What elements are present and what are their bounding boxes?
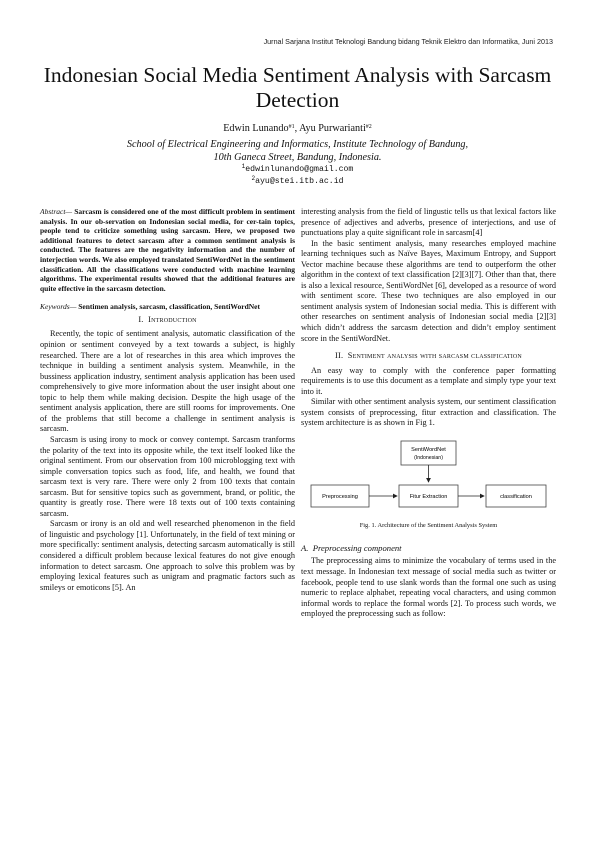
paragraph: Sarcasm is using irony to mock or convey contempt. Sarcasm tranforms the polarity of the text into its opposite while, the text itself looked like the original sentiment. From our observation from 100 microblogging text with simple conversation topics such as food, life, and health, we found that sarcasm text is very rare. There were only 2 from 100 texts that contain sarcasm. But for sensitive topics such as government, brand, or politic, the quantity is greatly rose. There were 18 texts out of 100 texts containing sarcasm. <box>40 434 295 518</box>
right-column <box>301 207 556 620</box>
email-address: ayu@stei.itb.ac.id <box>255 177 344 186</box>
architecture-diagram <box>301 437 556 519</box>
paragraph: The preprocessing aims to minimize the vocabulary of terms used in the text message. In Indonesian text message of social media such as twitter or facebook, people tend to use slank words than the formal one such as using numeric to replace alphabet, repeating vocal characters, and using common informal words to replace the formal words [2]. To process such words, we employed the preprocessing such as follow: <box>301 556 556 619</box>
keywords-label: Keywords— <box>40 302 77 312</box>
authors <box>40 122 555 135</box>
affiliation-line: School of Electrical Engineering and Informatics, Institute Technology of Bandung, <box>126 139 469 150</box>
subsection-heading <box>301 543 556 554</box>
diagram-label: Fitur Extraction <box>409 493 448 500</box>
email-marker: 2 <box>251 175 256 182</box>
abstract-text: Sarcasm is considered one of the most difficult problem in sentiment analysis. In our ob-servation on Indonesian social media, for cer-tain topics, people tend to criticize something using sarcasm. Here, we proposed two additional features to detect sarcasm after a common sentiment analysis is conducted. The features are the negativity information and the number of interjection words. We also employed translated SentiWordNet in the sentiment classification. All the classifications were conducted with machine learning algorithms. The experimental results showed that the additional features are quite effective in the sarcasm detection. <box>40 207 295 293</box>
paper-title: Indonesian Social Media Sentiment Analysis with Sarcasm Detection <box>43 63 552 112</box>
paragraph: In the basic sentiment analysis, many researches employed machine learning techniques such as Naïve Bayes, Maximum Entropy, and Support Vector machine because these algorithms are tend to outperform the other algorithm in the context of text classification [2][3][7]. Other than that, there is also a lexical resource, SentiWordNet [6], developed as a resource of word with sentiment score. These two techniques are also employed in our sentiment analysis system of Indonesian social media. This is different with other researches on sentiment analysis of Indonesian social media [2][3] which didn’t address the sarcasm detection and didn’t employ sentiment score in the SentiWordNet. <box>301 238 556 343</box>
author-marker: #2 <box>365 124 372 130</box>
diagram-label: SentiWordNet <box>411 446 446 453</box>
section-title: Introduction <box>148 314 197 324</box>
email-address: edwinlunando@gmail.com <box>245 165 354 174</box>
diagram-label: classification <box>500 493 532 500</box>
abstract <box>40 207 295 293</box>
author-separator: , <box>294 123 300 134</box>
diagram-label: Preprocessing <box>322 493 358 500</box>
author-name: Ayu Purwarianti <box>299 123 366 134</box>
sentiwordnet-box <box>401 441 456 465</box>
keywords <box>40 302 295 312</box>
running-head: Jurnal Sarjana Institut Teknologi Bandung bidang Teknik Elektro dan Informatika, Juni 2013 <box>263 37 553 46</box>
subsection-label: A. <box>301 542 309 553</box>
paragraph: Similar with other sentiment analysis system, our sentiment classification system consists of preprocessing, fitur extraction and classification. The system architecture is as shown in Fig 1. <box>301 397 556 428</box>
author-marker: #1 <box>288 124 295 130</box>
figure-caption: Fig. 1. Architecture of the Sentiment Analysis System <box>359 521 498 529</box>
section-heading <box>301 351 556 362</box>
email-marker: 1 <box>241 163 246 170</box>
emails <box>40 164 555 188</box>
section-number: II. <box>335 351 344 361</box>
abstract-label: Abstract— <box>40 207 73 216</box>
affiliation <box>40 138 555 164</box>
section-title: Sentiment analysis with sarcasm classification <box>347 351 522 361</box>
email-line <box>40 176 555 188</box>
paragraph: interesting analysis from the field of lingustic tells us that lexical factors like presence of adjectives and adverbs, presence of interjections, and use of punctuations play a quite significant role in sarcasm[4] <box>301 207 556 238</box>
diagram-label: (Indonesian) <box>414 454 443 461</box>
paragraph: Recently, the topic of sentiment analysis, automatic classification of the opinion or sentiment conveyed by a text towards a subject, is highly researched. There are a lot of researches in this area which improves the technique in building a sentiment analysis system. Meanwhile, in the bussiness application industry, sentiment analysis application has been used comprehensively to give more information about the user insight about one topic to help them while making decision. Despite the high usage of the sentiment analysis application, there are still rooms for improvements. One of the problems that still become a challenge in sentiment analysis is sarcasm. <box>40 329 295 434</box>
section-heading <box>40 315 295 326</box>
author-name: Edwin Lunando <box>223 123 289 134</box>
figure-architecture <box>301 437 556 533</box>
left-column <box>40 207 295 593</box>
section-number: I. <box>138 314 144 324</box>
subsection-title: Preprocessing component <box>312 542 402 553</box>
affiliation-line: 10th Ganeca Street, Bandung, Indonesia. <box>213 152 382 163</box>
keywords-text: Sentimen analysis, sarcasm, classification, SentiWordNet <box>76 302 261 312</box>
paragraph: An easy way to comply with the conference paper formatting requirements is to use this document as a template and simply type your text into it. <box>301 365 556 396</box>
email-line <box>40 164 555 176</box>
paragraph: Sarcasm or irony is an old and well researched phenomenon in the field of linguistic and psychology [1]. Unfortunately, in the field of text mining or more specifically: sentiment analysis, detecting sarcasm automatically is still considered a difficult problem because lexical features do not give enough information to detect sarcasm. One approach to solve this problem was by employing lexical features such as unigram and pragmatic factors such as smileys or emoticons [5]. An <box>40 519 295 592</box>
